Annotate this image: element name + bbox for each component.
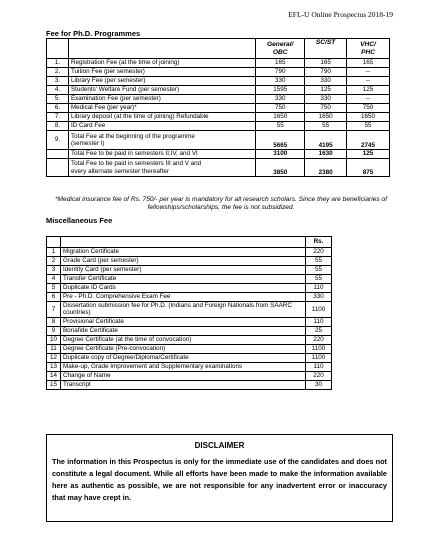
fee-row <box>47 95 390 104</box>
col-general-obc: General/ OBC <box>256 39 305 59</box>
row-number: 15 <box>47 380 61 389</box>
row-number: 1 <box>47 248 61 257</box>
misc-row <box>47 344 332 353</box>
misc-fee: 30 <box>306 380 332 389</box>
misc-section-title: Miscellaneous Fee <box>46 216 113 225</box>
fee-row <box>47 77 390 86</box>
misc-fee: 1100 <box>306 353 332 362</box>
row-number: 2 <box>47 257 61 266</box>
fee-sc-st: 790 <box>305 68 347 77</box>
misc-item: Pre - Ph.D. Comprehensive Exam Fee <box>60 293 305 302</box>
fee-general: 165 <box>256 59 305 68</box>
misc-fee: 220 <box>306 248 332 257</box>
row-number: 10 <box>47 335 61 344</box>
fee-item: ID Card Fee <box>68 122 255 131</box>
fee-vhc: -- <box>347 95 390 104</box>
fee-row <box>47 86 390 95</box>
total-alt-general: 3850 <box>256 159 305 177</box>
misc-fee: 220 <box>306 335 332 344</box>
total-alt-item: Total Fee to be paid in semesters III and V and every alternate semester thereafter <box>68 159 255 177</box>
total-sem-item: Total Fee to be paid in semesters II,IV, and VI <box>68 150 255 159</box>
fee-vhc: -- <box>347 68 390 77</box>
misc-row <box>47 335 332 344</box>
row-number: 8. <box>47 122 69 131</box>
row-number: 5. <box>47 95 69 104</box>
fee-general: 750 <box>256 104 305 113</box>
misc-item: Provisional Certificate <box>60 317 305 326</box>
misc-row <box>47 248 332 257</box>
misc-row <box>47 293 332 302</box>
row-number: 4. <box>47 86 69 95</box>
misc-fee: 110 <box>306 362 332 371</box>
fee-table-header <box>47 39 390 59</box>
misc-item: Dissertation submission fee for Ph.D. (Indians and Foreign Nationals from SAARC countries) <box>60 302 305 318</box>
fee-row <box>47 113 390 122</box>
row-number: 6 <box>47 293 61 302</box>
disclaimer-text: The information in this Prospectus is only for the immediate use of the candidates and does not constitute a legal document. While all efforts have been made to make the information available here as authentic as possible, we are not responsible for any inadvertent error or inaccuracy that may have crept in. <box>52 457 387 502</box>
row-number-empty <box>47 150 69 159</box>
misc-fee: 330 <box>306 293 332 302</box>
fee-item: Examination Fee (per semester) <box>68 95 255 104</box>
misc-item: Migration Certificate <box>60 248 305 257</box>
misc-fee: 55 <box>306 257 332 266</box>
fee-sc-st: 125 <box>305 86 347 95</box>
total-begin-general: 5665 <box>256 131 305 150</box>
misc-fee: 1100 <box>306 302 332 318</box>
fee-item: Registration Fee (at the time of joining) <box>68 59 255 68</box>
misc-item: Transfer Certificate <box>60 275 305 284</box>
fee-row <box>47 68 390 77</box>
total-begin-row <box>47 131 390 150</box>
fee-section-title: Fee for Ph.D. Programmes <box>46 29 141 38</box>
row-number: 4 <box>47 275 61 284</box>
total-sem-general: 3100 <box>256 150 305 159</box>
fee-general: 790 <box>256 68 305 77</box>
fee-vhc: 165 <box>347 59 390 68</box>
fee-item: Students' Welfare Fund (per semester) <box>68 86 255 95</box>
rs-label: Rs. <box>306 237 332 248</box>
fee-item: Medical Fee (per year)* <box>68 104 255 113</box>
fee-row <box>47 122 390 131</box>
misc-row <box>47 284 332 293</box>
misc-row <box>47 302 332 318</box>
total-sem-sc-st: 1630 <box>305 150 347 159</box>
misc-fee: 1100 <box>306 344 332 353</box>
disclaimer-title: DISCLAIMER <box>194 441 245 450</box>
page-header: EFL-U Online Prospectus 2018-19 <box>288 10 393 19</box>
misc-fee-table <box>46 236 332 390</box>
misc-item: Make-up, Grade Improvement and Supplementary examinations <box>60 362 305 371</box>
fee-vhc: 1650 <box>347 113 390 122</box>
misc-row <box>47 275 332 284</box>
total-alt-vhc: 875 <box>347 159 390 177</box>
misc-item: Duplicate ID Cards <box>60 284 305 293</box>
row-number: 9. <box>47 131 69 150</box>
row-number: 13 <box>47 362 61 371</box>
misc-row <box>47 326 332 335</box>
total-alt-sc-st: 2380 <box>305 159 347 177</box>
misc-item: Duplicate copy of Degree/Diploma/Certificate <box>60 353 305 362</box>
row-number: 8 <box>47 317 61 326</box>
misc-fee: 55 <box>306 266 332 275</box>
misc-row <box>47 380 332 389</box>
fee-general: 1650 <box>256 113 305 122</box>
fee-vhc: -- <box>347 77 390 86</box>
fee-item: Library deposit (at the time of joining) Refundable <box>68 113 255 122</box>
total-alt-row <box>47 159 390 177</box>
row-number: 3. <box>47 77 69 86</box>
row-number: 3 <box>47 266 61 275</box>
total-begin-item: Total Fee at the beginning of the programme (semester I) <box>68 131 255 150</box>
col-sc-st: SC/ST <box>305 39 347 59</box>
row-number: 5 <box>47 284 61 293</box>
fee-sc-st: 750 <box>305 104 347 113</box>
fee-sc-st: 55 <box>305 122 347 131</box>
row-number: 14 <box>47 371 61 380</box>
misc-fee: 110 <box>306 284 332 293</box>
misc-row <box>47 353 332 362</box>
misc-item: Identity Card (per semester) <box>60 266 305 275</box>
row-number: 2. <box>47 68 69 77</box>
misc-fee: 25 <box>306 326 332 335</box>
fee-row <box>47 104 390 113</box>
fee-sc-st: 165 <box>305 59 347 68</box>
row-number: 11 <box>47 344 61 353</box>
misc-item: Grade Card (per semester) <box>60 257 305 266</box>
misc-row <box>47 266 332 275</box>
phd-fee-table <box>46 38 390 177</box>
misc-item: Degree Certificate (at the time of convocation) <box>60 335 305 344</box>
fee-item: Tuition Fee (per semester) <box>68 68 255 77</box>
row-number: 12 <box>47 353 61 362</box>
row-number: 1. <box>47 59 69 68</box>
misc-fee: 55 <box>306 275 332 284</box>
misc-row <box>47 317 332 326</box>
row-number: 7. <box>47 113 69 122</box>
row-number: 9 <box>47 326 61 335</box>
fee-vhc: 55 <box>347 122 390 131</box>
medical-fee-note: *Medical insurance fee of Rs. 750/- per year is mandatory for all research scholars. Since they are beneficiaries of fellowships/scholarships, the fee is not subsidized. <box>54 196 388 211</box>
fee-general: 55 <box>256 122 305 131</box>
misc-fee: 220 <box>306 371 332 380</box>
total-sem-row <box>47 150 390 159</box>
row-number: 6. <box>47 104 69 113</box>
misc-fee: 110 <box>306 317 332 326</box>
fee-vhc: 750 <box>347 104 390 113</box>
fee-sc-st: 330 <box>305 77 347 86</box>
misc-item: Degree Certificate (Pre-convocation) <box>60 344 305 353</box>
total-begin-sc-st: 4195 <box>305 131 347 150</box>
row-number-empty <box>47 159 69 177</box>
fee-sc-st: 1650 <box>305 113 347 122</box>
fee-vhc: 125 <box>347 86 390 95</box>
fee-sc-st: 330 <box>305 95 347 104</box>
misc-item: Bonafide Certificate <box>60 326 305 335</box>
misc-item: Change of Name <box>60 371 305 380</box>
misc-row <box>47 362 332 371</box>
disclaimer-box <box>46 434 393 522</box>
fee-general: 330 <box>256 77 305 86</box>
misc-item: Transcript <box>60 380 305 389</box>
col-vhc-phc: VHC/ PHC <box>347 39 390 59</box>
misc-table-header <box>47 237 332 248</box>
total-sem-vhc: 125 <box>347 150 390 159</box>
fee-general: 330 <box>256 95 305 104</box>
fee-row <box>47 59 390 68</box>
misc-row <box>47 257 332 266</box>
row-number: 7 <box>47 302 61 318</box>
total-begin-vhc: 2745 <box>347 131 390 150</box>
fee-item: Library Fee (per semester) <box>68 77 255 86</box>
fee-general: 1595 <box>256 86 305 95</box>
misc-row <box>47 371 332 380</box>
